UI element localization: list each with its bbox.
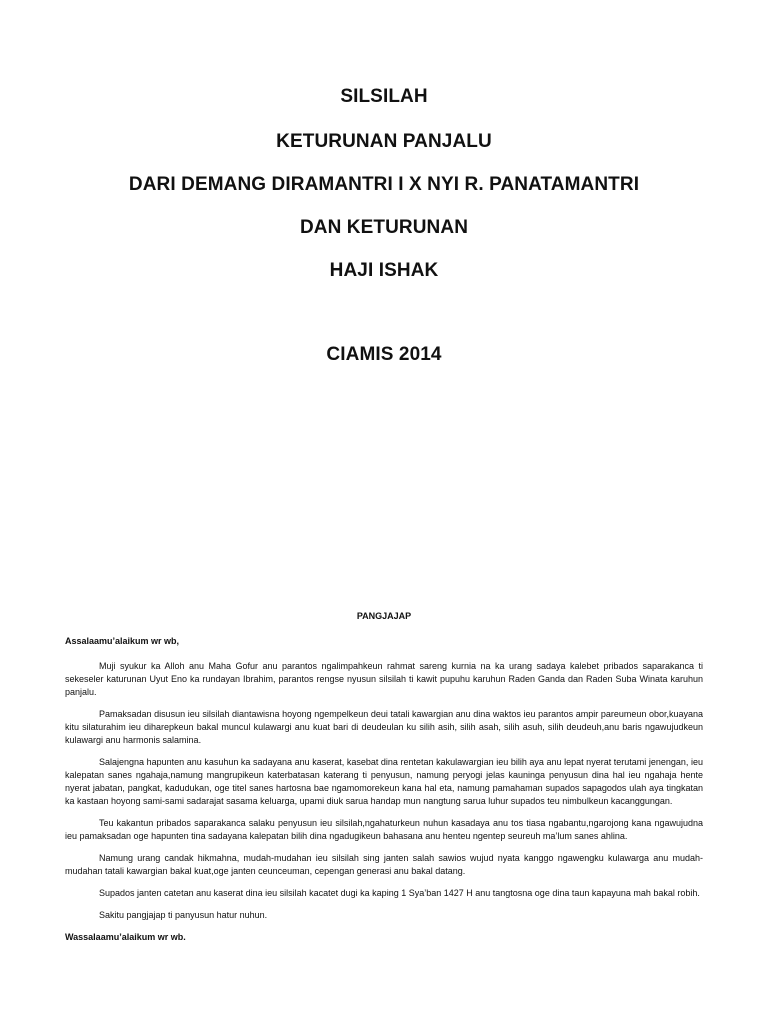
preface-heading: PANGJAJAP [356,611,412,621]
paragraph: Muji syukur ka Alloh anu Maha Gofur anu parantos ngalimpahkeun rahmat sareng kurnia na ka urang sadaya kalebet pribados saparakanca ti sekeseler katurunan Uyut Eno ka rundayan Ibrahim, parantos rengse nyusun silsilah ti kawit pupuhu karuhun Raden Ganda dan Raden Suba Winata karuhun panjalu. [65,661,703,697]
paragraph: Sakitu pangjajap ti panyusun hatur nuhun. [99,910,268,920]
paragraph: Pamaksadan disusun ieu silsilah diantawisna hoyong ngempelkeun deui tatali kawargian anu dina waktos ieu parantos ampir pareumeun obor,kuayana kitu silaturahim ieu diharepkeun bakal muncul kulawargi anu kuat bari di deudeulan ku silih asih, silih asah, silih asuh, silih deudeuh,anu baris ngawujudkeun kulawargi anu harmonis salamina. [65,709,703,745]
title-haji-ishak: HAJI ISHAK [329,260,439,281]
title-dan-keturunan: DAN KETURUNAN [299,217,469,238]
title-keturunan-panjalu: KETURUNAN PANJALU [276,131,492,152]
preface-section [65,610,703,944]
paragraph: Supados janten catetan anu kaserat dina ieu silsilah kacatet dugi ka kaping 1 Sya’ban 1427 H anu tangtosna oge dina taun kapayuna mah bakal robih. [99,888,700,898]
paragraph: Namung urang candak hikmahna, mudah-mudahan ieu silsilah sing janten salah sawios wujud nyata kanggo ngawengku kulawarga anu mudah-mudahan tatali kawargian bakal kuat,oge janten ceunceuman, cepengan generasi anu bakal datang. [65,853,703,876]
paragraph: Teu kakantun pribados saparakanca salaku penyusun ieu silsilah,ngahaturkeun nuhun kasadaya anu tos tiasa ngabantu,ngarojong kana ngawujudna ieu pamaksadan oge hapunten tina sadayana kalepatan bilih dina ngadugikeun bahasana anu henteu ngentep seureuh ma’lum sanes ahlina. [65,818,703,841]
title-place-year: CIAMIS 2014 [326,344,442,365]
title-dari-demang: DARI DEMANG DIRAMANTRI I X NYI R. PANATAMANTRI [128,174,640,195]
closing: Wassalaamu’alaikum wr wb. [65,932,186,942]
paragraph: Salajengna hapunten anu kasuhun ka sadayana anu kaserat, kasebat dina rentetan kakulawargian ieu bilih aya anu lepat nyerat terutami jenengan, ieu kalepatan sanes ngahaja,namung mangrupikeun katerbatasan katerang ti penyusun, namung peryogi jelas kauninga penyusun dina hal ieu ngahaja hente nyerat jabatan, pangkat, kadudukan, oge titel sanes hartosna bae ngamomorekeun kana hal eta, namung pamahaman supados sapagodos ulah aya tingkatan ka kastaan hoyong sami-sami sadarajat sasama keluarga, upami diuk sarua handap mun nangtung sarua luhur supados teu nimbulkeun kacanggungan. [65,757,703,806]
greeting: Assalaamu’alaikum wr wb, [65,636,180,646]
title-silsilah: SILSILAH [340,86,428,107]
